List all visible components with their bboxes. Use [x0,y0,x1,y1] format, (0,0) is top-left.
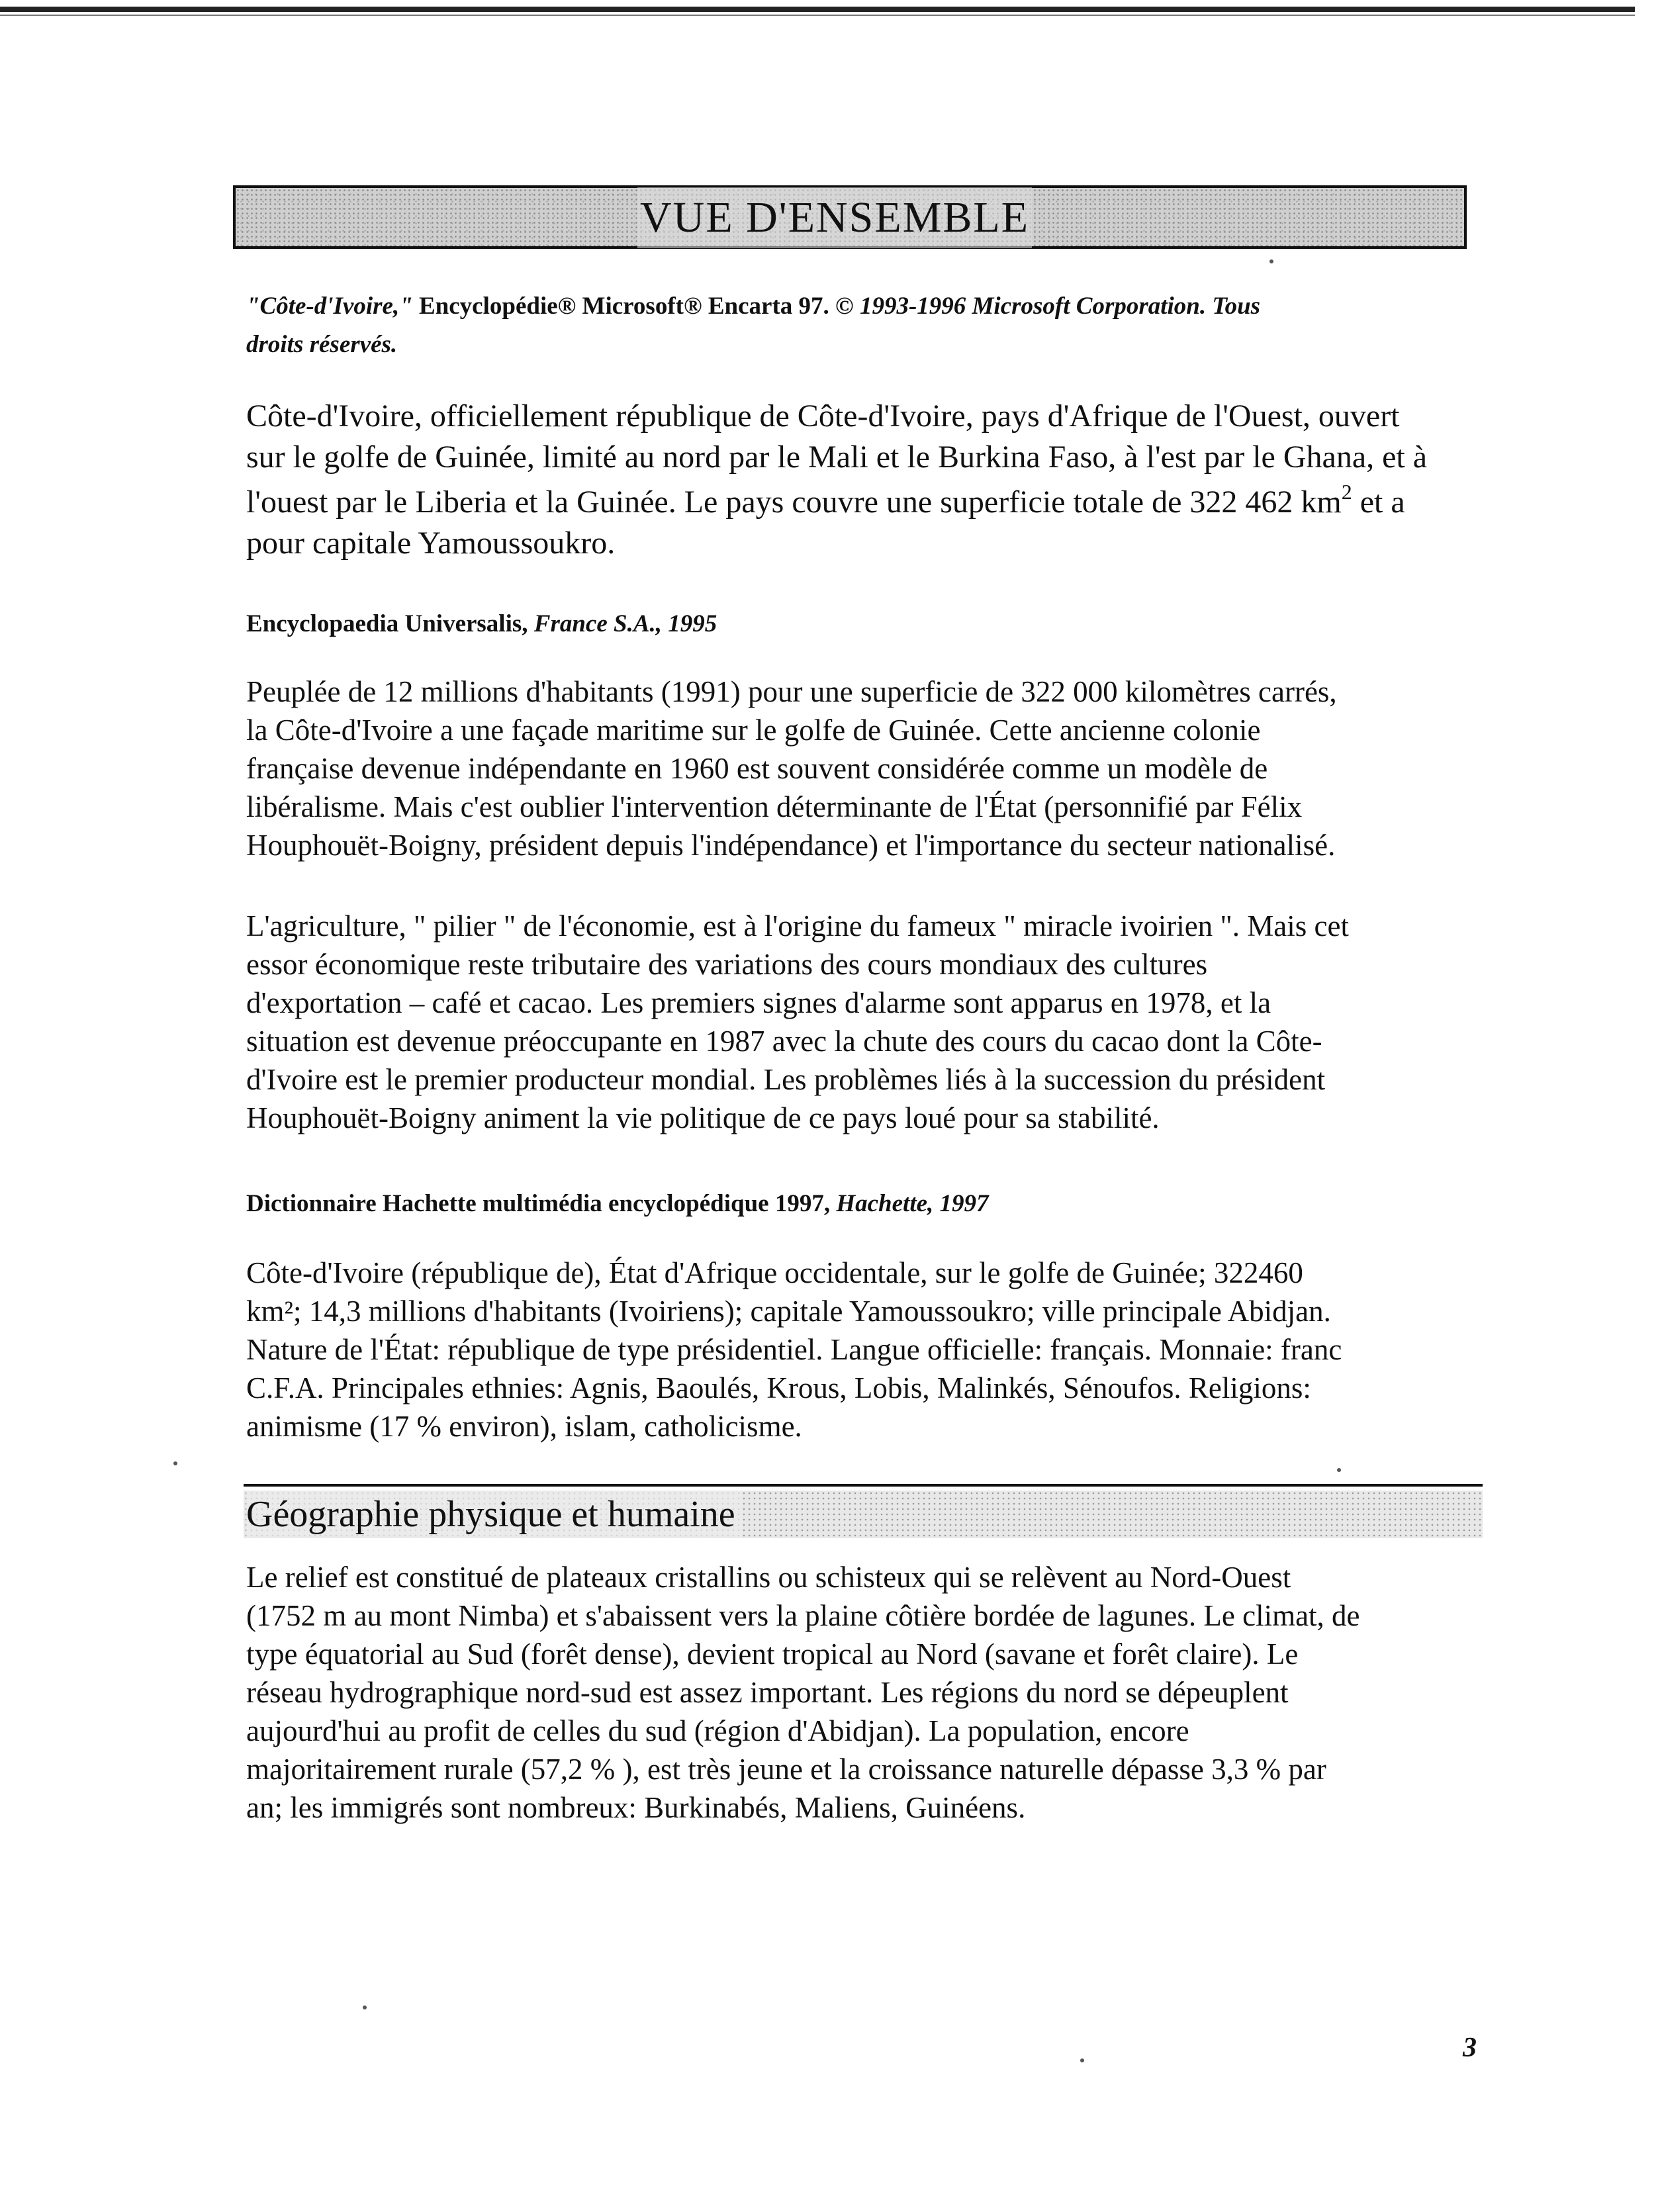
source-publisher: France S.A., 1995 [533,610,717,637]
source-copyright: © 1993-1996 Microsoft Corporation. Tous [835,293,1261,320]
text-line: Côte-d'Ivoire (république de), État d'Afrique occidentale, sur le golfe de Guinée; 322460 [246,1256,1303,1289]
scan-speck [173,1461,177,1465]
text-line: type équatorial au Sud (forêt dense), devient tropical au Nord (savane et forêt claire). Le [246,1637,1299,1671]
text-line: majoritairement rurale (57,2 % ), est très jeune et la croissance naturelle dépasse 3,3 % par [246,1753,1326,1786]
text-line: la Côte-d'Ivoire a une façade maritime sur le golfe de Guinée. Cette ancienne colonie [246,714,1261,747]
text-line: Peuplée de 12 millions d'habitants (1991) pour une superficie de 322 000 kilomètres carrés, [246,675,1337,708]
banner-title: VUE D'ENSEMBLE [637,187,1032,248]
text-line: Houphouët-Boigny, président depuis l'indépendance) et l'importance du secteur nationalisé. [246,829,1336,862]
hachette-paragraph [246,1254,1342,1446]
source-citation-hachette [246,1185,989,1223]
source-rights: droits réservés. [246,331,398,358]
encarta-paragraph [246,396,1427,564]
text-line: Houphouët-Boigny animent la vie politique de ce pays loué pour sa stabilité. [246,1101,1160,1134]
scan-speck [1337,1468,1341,1472]
text-line: réseau hydrographique nord-sud est assez important. Les régions du nord se dépeuplent [246,1676,1289,1709]
text-line: essor économique reste tributaire des variations des cours mondiaux des cultures [246,948,1208,981]
section-rule [244,1484,1483,1487]
scan-speck [1269,259,1273,263]
page-number: 3 [1463,2033,1477,2063]
scan-speck [1080,2058,1084,2062]
text-line: km²; 14,3 millions d'habitants (Ivoiriens); capitale Yamoussoukro; ville principale Abidjan. [246,1295,1331,1328]
text-line: Nature de l'État: république de type présidentiel. Langue officielle: français. Monnaie: franc [246,1333,1342,1366]
source-title: "Côte-d'Ivoire," [246,293,413,320]
text-line: d'exportation – café et cacao. Les premiers signes d'alarme sont apparus en 1978, et la [246,986,1271,1019]
text-line: libéralisme. Mais c'est oublier l'intervention déterminante de l'État (personnifié par Félix [246,790,1303,823]
text-line: animisme (17 % environ), islam, catholicisme. [246,1410,802,1443]
universalis-paragraph-1 [246,672,1337,864]
source-title: Dictionnaire Hachette multimédia encyclopédique 1997, [246,1190,831,1217]
text-line: Le relief est constitué de plateaux cristallins ou schisteux qui se relèvent au Nord-Ouest [246,1561,1291,1594]
text-line: (1752 m au mont Nimba) et s'abaissent vers la plaine côtière bordée de lagunes. Le climat, de [246,1599,1360,1632]
source-publisher: Encyclopédie® Microsoft® Encarta 97. [419,293,829,320]
geography-paragraph [246,1558,1360,1827]
section-heading: Géographie physique et humaine [246,1491,742,1538]
text-line: française devenue indépendante en 1960 est souvent considérée comme un modèle de [246,752,1268,785]
text-line: C.F.A. Principales ethnies: Agnis, Baoulés, Krous, Lobis, Malinkés, Sénoufos. Religions: [246,1371,1311,1405]
source-citation-universalis [246,605,717,643]
text-line: L'agriculture, " pilier " de l'économie, est à l'origine du fameux " miracle ivoirien ". Mais cet [246,909,1349,943]
text-line-tail: et a [1352,484,1405,520]
text-line-main: l'ouest par le Liberia et la Guinée. Le pays couvre une superficie totale de 322 462 km [246,484,1342,520]
top-scan-rule [0,7,1635,12]
superscript: 2 [1341,480,1352,504]
scan-speck [363,2005,367,2009]
top-scan-rule-thin [0,15,1635,16]
text-line [246,482,1427,523]
text-line: an; les immigrés sont nombreux: Burkinabés, Maliens, Guinéens. [246,1791,1026,1824]
text-line: sur le golfe de Guinée, limité au nord par le Mali et le Burkina Faso, à l'est par le Ghana, et à [246,439,1428,475]
text-line: d'Ivoire est le premier producteur mondial. Les problèmes liés à la succession du président [246,1063,1326,1096]
text-line: Côte-d'Ivoire, officiellement république de Côte-d'Ivoire, pays d'Afrique de l'Ouest, ouvert [246,398,1400,434]
source-title: Encyclopaedia Universalis, [246,610,528,637]
text-line: pour capitale Yamoussoukro. [246,526,616,561]
source-citation-encarta [246,287,1260,364]
text-line: situation est devenue préoccupante en 1987 avec la chute des cours du cacao dont la Côte- [246,1025,1322,1058]
source-publisher: Hachette, 1997 [836,1190,989,1217]
text-line: aujourd'hui au profit de celles du sud (région d'Abidjan). La population, encore [246,1714,1189,1747]
universalis-paragraph-2 [246,907,1349,1137]
